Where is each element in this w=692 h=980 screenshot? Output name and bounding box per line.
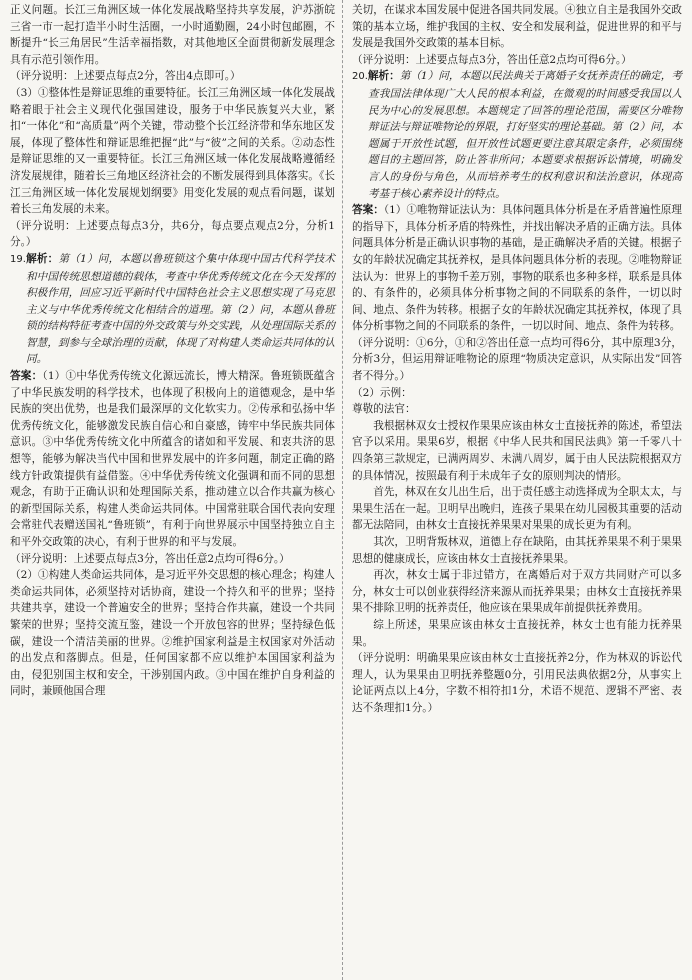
paragraph — [352, 534, 682, 567]
paragraph-text: （评分说明：上述要点每点3分，答出任意2点均可得6分。） — [10, 552, 290, 565]
paragraph-text: 正义问题。长江三角洲区域一体化发展战略坚持共享发展，沪苏浙皖三省一市一起打造半小时生活圈，一小时通勤圈，24小时包邮圈，不断提升“长三角居民”生活幸福指数，对其他地区全面贯彻新发展理念具有示范引领作用。 — [10, 4, 335, 66]
paragraph-text: 我根据林双女士授权作果果应该由林女士直接抚养的陈述，希望法官予以采用。果果6岁，根据《中华人民共和国民法典》第一千零八十四条第三款规定，已满两周岁、未满八周岁，属于由人民法院根据双方的具体情况，按照最有利于未成年子女的原则判决的情形。 — [352, 419, 682, 482]
section-label: 答案： — [10, 370, 43, 383]
question-number: 19. — [10, 253, 26, 265]
paragraph-text: （评分说明：明确果果应该由林女士直接抚养2分，作为林双的诉讼代理人，认为果果由卫明抚养整题0分，引用民法典依据2分，从事实上论证两点以上4分，字数不相符扣1分，术语不规范、逻辑不严密、表达不条理扣1分。） — [352, 652, 682, 714]
section-label: 答案： — [352, 204, 384, 217]
paragraph — [352, 650, 682, 716]
paragraph — [352, 2, 682, 52]
paragraph — [352, 617, 682, 650]
paragraph-text: 第（1）问，本题以民法典关于离婚子女抚养责任的确定，考查我国法律体现广大人民的根本利益，在微观的时间感受我国以人民为中心的发展思想。本题规定了回答的理论范围，需要区分唯物辩证法与辩证唯物论的界限，打好坚实的理论基础。第（2）问，本题属于开放性试题，但开放性试题更要注意其限定条件，必须围绕题目的主题回答，防止答非所问；本题要求根据诉讼情境，明确发言人的身份与角色，从而培养考生的权利意识和法治意识，体现高考基于核心素养设计的特点。 — [368, 70, 683, 200]
paragraph — [10, 251, 335, 368]
paragraph-text: （评分说明：①6分，①和②答出任意一点均可得6分，其中原理3分，分析3分，但运用辩证唯物论的原理“物质决定意识，从实际出发”回答者不得分。） — [352, 336, 682, 383]
paragraph — [10, 218, 335, 251]
paragraph — [352, 52, 682, 69]
paragraph — [352, 401, 682, 418]
paragraph — [352, 567, 682, 617]
column-divider — [342, 0, 343, 980]
paragraph — [10, 368, 335, 551]
right-column — [352, 2, 682, 980]
paragraph — [10, 551, 335, 568]
paragraph — [352, 202, 682, 335]
paragraph-text: （2）示例： — [352, 386, 412, 399]
section-label: 解析： — [367, 70, 400, 83]
paragraph-text: （1）①唯物辩证法认为：具体问题具体分析是在矛盾普遍性原理的指导下，具体分析矛盾的特殊性，并找出解决矛盾的正确方法。具体问题具体分析是正确认识事物的基础，是正确解决矛盾的关键。根据子女的年龄状况确定其抚养权，是具体问题具体分析的表现。②唯物辩证法认为：世界上的事物千差万别，事物的联系也多种多样，联系是具体的、有条件的，必须具体分析事物之间的不同联系的条件，一切以时间、地点、条件为转移。根据子女的年龄状况确定其抚养权，体现了具体分析事物之间的不同联系的条件，一切以时间、地点、条件为转移。 — [352, 204, 683, 333]
paragraph-text: 第（1）问，本题以鲁班锁这个集中体现中国古代科学技术和中国传统思想道德的载体，考查中华优秀传统文化在今天发挥的积极作用，回应习近平新时代中国特色社会主义思想实现了马克思主义与中华优秀传统文化相结合的道理。第（2）问，本题从鲁班锁的结构特征考查中国的外交政策与外交实践，从处理国际关系的智慧，到参与全球治理的贡献，体现了对构建人类命运共同体的认同。 — [26, 252, 335, 366]
paragraph — [352, 68, 682, 202]
paragraph — [10, 85, 335, 218]
paragraph-text: 其次，卫明背叛林双，道德上存在缺陷，由其抚养果果不利于果果思想的健康成长，应该由林女士直接抚养果果。 — [352, 536, 682, 565]
paragraph-text: 尊敬的法官： — [352, 403, 416, 416]
paragraph — [10, 567, 335, 700]
paragraph-text: （2）①构建人类命运共同体，是习近平外交思想的核心理念；构建人类命运共同体，必须坚持对话协商，建设一个持久和平的世界；坚持共建共享，建设一个普遍安全的世界；坚持合作共赢，建设一个共同繁荣的世界；坚持交流互鉴，建设一个开放包容的世界；坚持绿色低碳，建设一个清洁美丽的世界。②维护国家利益是主权国家对外活动的出发点和落脚点。但是，任何国家都不应以维护本国国家利益为由，侵犯别国主权和安全，干涉别国内政。③中国在维护自身利益的同时，兼顾他国合理 — [10, 569, 335, 698]
section-label: 解析： — [25, 252, 59, 265]
paragraph — [352, 418, 682, 484]
left-column — [10, 2, 335, 980]
paragraph-text: （评分说明：上述要点每点3分，答出任意2点均可得6分。） — [352, 53, 632, 66]
question-number: 20. — [352, 71, 368, 83]
paragraph — [10, 2, 335, 68]
paragraph-text: 再次，林女士属于非过错方，在离婚后对于双方共同财产可以多分，林女士可以创业获得经济来源从而抚养果果；由林女士直接抚养果果不排除卫明的抚养责任，他应该在果果成年前提供抚养费用。 — [352, 569, 682, 615]
paragraph-text: （1）①中华优秀传统文化源远流长，博大精深。鲁班锁既蕴含了中华民族发明的科学技术，也体现了积极向上的道德观念，是中华民族的突出优势，也是我们最深厚的文化软实力。②传承和弘扬中华优秀传统文化，能够激发民族自信心和自豪感，铸牢中华民族共同体意识。③中华优秀传统文化中所蕴含的诸如和平发展、和衷共济的思想等，能够为解决当代中国和世界发展中的许多问题，制定正确的路线方针政策提供有益借鉴。④中华优秀传统文化强调和而不同的思想观念，有助于正确认识和处理国际关系，推动建立以合作共赢为核心的新型国际关系，构建人类命运共同体。中国常驻联合国代表向安理会常驻代表赠送国礼“鲁班锁”，有利于向世界展示中国坚持独立自主和平外交政策的决心，有利于世界的和平与发展。 — [10, 370, 335, 548]
paragraph-text: 首先，林双在女儿出生后，出于责任感主动选择成为全职太太，与果果生活在一起。卫明早出晚归，连孩子果果在幼儿园极其重要的活动都无法陪同，由林女士直接抚养果果对果果的成长更为有利。 — [352, 486, 682, 532]
paragraph — [10, 68, 335, 85]
paragraph-text: （3）①整体性是辩证思维的重要特征。长江三角洲区域一体化发展战略着眼于社会主义现代化强国建设，服务于中华民族复兴大业，紧扣“一体化”和“高质量”两个关键，带动整个长江经济带和华东地区发展，体现了整体性和辩证思维把握“此”与“彼”之间的关系。②动态性是辩证思维的又一重要特征。长江三角洲区域一体化发展战略遵循经济发展规律，随着长三角地区经济社会的不断发展得到具体落实。《长江三角洲区域一体化发展规划纲要》用变化发展的观点看问题，谋划着长三角发展的未来。 — [10, 86, 335, 216]
paragraph-text: 关切，在谋求本国发展中促进各国共同发展。④独立自主是我国外交政策的基本立场，维护我国的主权、安全和发展利益，促进世界的和平与发展是我国外交政策的基本目标。 — [352, 4, 682, 50]
paragraph-text: （评分说明：上述要点每点3分，共6分，每点要点观点2分，分析1分。） — [10, 219, 335, 249]
paragraph-text: （评分说明：上述要点每点2分，答出4点即可。） — [10, 70, 241, 83]
paragraph — [352, 335, 682, 385]
paragraph — [352, 385, 682, 402]
paragraph-text: 综上所述，果果应该由林女士直接抚养，林女士也有能力抚养果果。 — [352, 618, 682, 648]
paragraph — [352, 484, 682, 534]
